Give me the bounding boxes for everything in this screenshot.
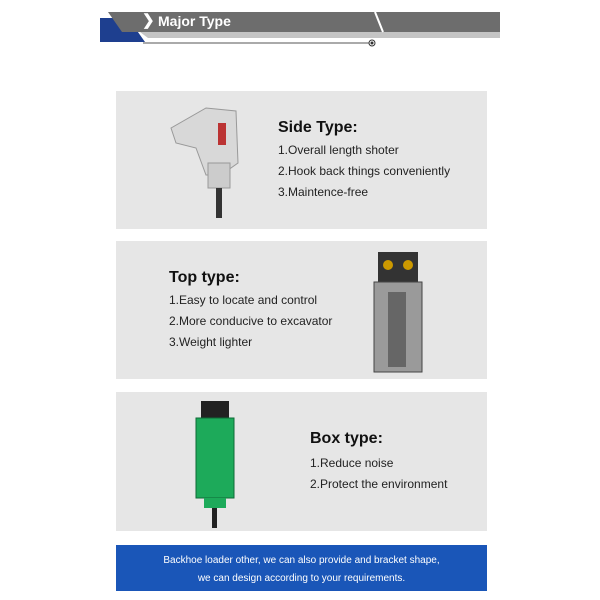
box-type-breaker-image (186, 396, 246, 531)
side-type-panel (116, 91, 487, 229)
box-type-title: Box type: (310, 430, 383, 447)
chevron-right-icon: ❯ (142, 12, 155, 29)
banner-line: we can design according to your requirements. (197, 573, 406, 584)
side-type-item: 1.Overall length shoter (278, 143, 399, 157)
top-type-item: 3.Weight lighter (169, 335, 253, 349)
side-type-title: Side Type: (278, 119, 358, 136)
top-type-item: 2.More conducive to excavator (169, 314, 333, 328)
box-type-item: 1.Reduce noise (310, 456, 394, 470)
box-type-item: 2.Protect the environment (310, 477, 448, 491)
top-type-title: Top type: (169, 269, 240, 286)
top-type-panel (116, 241, 487, 379)
banner-line: Backhoe loader other, we can also provide and bracket shape, (163, 555, 440, 566)
top-type-breaker-image (366, 247, 436, 377)
side-type-item: 3.Maintence-free (278, 185, 369, 199)
section-title: Major Type (158, 13, 231, 29)
side-type-item: 2.Hook back things conveniently (278, 164, 451, 178)
side-type-breaker-image (166, 103, 246, 223)
top-type-item: 1.Easy to locate and control (169, 293, 318, 307)
info-banner (116, 545, 487, 591)
box-type-panel (116, 392, 487, 531)
